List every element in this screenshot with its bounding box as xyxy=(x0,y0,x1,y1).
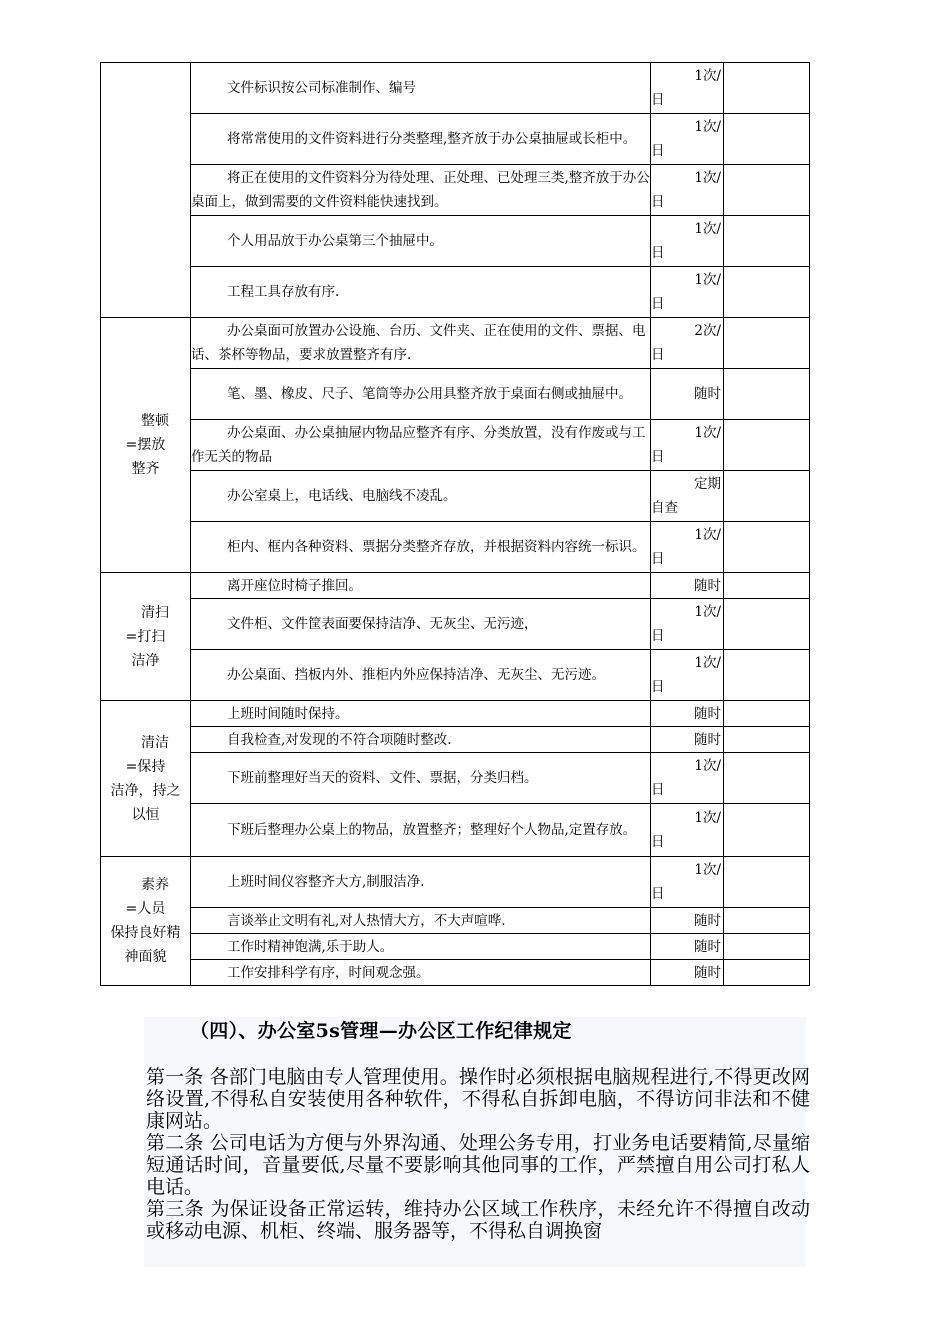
table-row xyxy=(101,318,810,369)
frequency-line: 日 xyxy=(651,886,665,902)
category-line: =保持 xyxy=(125,758,166,775)
frequency-line: 自查 xyxy=(651,500,678,516)
frequency-cell xyxy=(651,522,724,573)
check-cell xyxy=(724,960,810,986)
frequency-line: 日 xyxy=(651,194,665,210)
category-line: 保持良好精 xyxy=(110,925,181,941)
frequency-line: 1次/ xyxy=(694,758,721,774)
check-cell xyxy=(724,573,810,599)
check-cell xyxy=(724,318,810,369)
item-cell: 办公室桌上，电话线、电脑线不凌乱。 xyxy=(191,471,651,522)
item-cell: 柜内、框内各种资料、票据分类整齐存放，并根据资料内容统一标识。 xyxy=(191,522,651,573)
frequency-cell xyxy=(651,267,724,318)
item-cell: 自我检查,对发现的不符合项随时整改. xyxy=(191,727,651,753)
category-line: =摆放 xyxy=(125,437,166,453)
item-cell: 办公桌面、挡板内外、推柜内外应保持洁净、无灰尘、无污迹。 xyxy=(191,650,651,701)
frequency-line: 随时 xyxy=(694,705,721,722)
item-cell: 上班时间仪容整齐大方,制服洁净. xyxy=(191,857,651,908)
item-cell: 下班后整理办公桌上的物品，放置整齐；整理好个人物品,定置存放。 xyxy=(191,804,651,857)
table-row xyxy=(101,960,810,986)
table-row xyxy=(101,599,810,650)
table-row xyxy=(101,267,810,318)
check-cell xyxy=(724,522,810,573)
category-line: 整顿 xyxy=(141,413,169,429)
frequency-line: 随时 xyxy=(694,577,721,594)
table-row xyxy=(101,753,810,804)
item-cell: 工程工具存放有序. xyxy=(191,267,651,318)
frequency-cell xyxy=(651,63,724,114)
frequency-cell xyxy=(651,573,724,599)
frequency-line: 日 xyxy=(651,679,665,695)
frequency-cell xyxy=(651,369,724,420)
frequency-line: 1次/ xyxy=(694,862,721,878)
frequency-line: 日 xyxy=(651,296,665,312)
check-cell xyxy=(724,701,810,727)
frequency-cell xyxy=(651,599,724,650)
table-row xyxy=(101,522,810,573)
frequency-line: 日 xyxy=(651,628,665,644)
frequency-line: 1次/ xyxy=(694,68,721,84)
frequency-cell xyxy=(651,216,724,267)
frequency-line: 随时 xyxy=(694,964,721,981)
item-cell: 言谈举止文明有礼,对人热情大方，不大声喧哗. xyxy=(191,908,651,934)
table-row xyxy=(101,216,810,267)
table-row xyxy=(101,369,810,420)
frequency-line: 随时 xyxy=(694,912,721,929)
frequency-cell xyxy=(651,804,724,857)
item-cell: 将正在使用的文件资料分为待处理、正处理、已处理三类,整齐放于办公桌面上，做到需要的文件资料能快速找到。 xyxy=(191,165,651,216)
check-cell xyxy=(724,599,810,650)
five-s-table xyxy=(100,62,810,986)
frequency-cell xyxy=(651,165,724,216)
regulation-article-2: 第二条 公司电话为方便与外界沟通、处理公务专用，打业务电话要精简,尽量缩短通话时间，音量要低,尽量不要影响其他同事的工作，严禁擅自用公司打私人电话。 xyxy=(146,1132,810,1198)
check-cell xyxy=(724,650,810,701)
category-line: =人员 xyxy=(125,901,166,917)
regulation-paragraphs xyxy=(146,1066,810,1242)
frequency-line: 定期 xyxy=(694,476,721,492)
frequency-cell xyxy=(651,857,724,908)
frequency-cell xyxy=(651,318,724,369)
table-row xyxy=(101,701,810,727)
frequency-line: 1次/ xyxy=(694,119,721,135)
frequency-line: 日 xyxy=(651,782,665,798)
item-cell: 办公桌面可放置办公设施、台历、文件夹、正在使用的文件、票据、电话、茶杯等物品，要求放置整齐有序. xyxy=(191,318,651,369)
frequency-cell xyxy=(651,960,724,986)
category-line: 素养 xyxy=(141,877,169,893)
frequency-line: 1次/ xyxy=(694,810,721,826)
category-cell xyxy=(101,318,191,573)
table-row xyxy=(101,908,810,934)
check-cell xyxy=(724,727,810,753)
frequency-line: 1次/ xyxy=(694,604,721,620)
item-cell: 笔、墨、橡皮、尺子、笔筒等办公用具整齐放于桌面右侧或抽屉中。 xyxy=(191,369,651,420)
frequency-line: 随时 xyxy=(694,731,721,748)
table-row xyxy=(101,63,810,114)
frequency-cell xyxy=(651,727,724,753)
frequency-cell xyxy=(651,934,724,960)
item-cell: 离开座位时椅子推回。 xyxy=(191,573,651,599)
frequency-line: 日 xyxy=(651,347,665,363)
frequency-cell xyxy=(651,908,724,934)
frequency-cell xyxy=(651,701,724,727)
frequency-line: 1次/ xyxy=(694,655,721,671)
check-cell xyxy=(724,216,810,267)
frequency-cell xyxy=(651,650,724,701)
category-line: 清扫 xyxy=(141,604,169,621)
item-cell: 下班前整理好当天的资料、文件、票据，分类归档。 xyxy=(191,753,651,804)
table-row xyxy=(101,573,810,599)
item-cell: 文件柜、文件筐表面要保持洁净、无灰尘、无污迹， xyxy=(191,599,651,650)
item-cell: 上班时间随时保持。 xyxy=(191,701,651,727)
table-row xyxy=(101,165,810,216)
table-row xyxy=(101,471,810,522)
table-row xyxy=(101,934,810,960)
category-cell xyxy=(101,857,191,986)
table-row xyxy=(101,804,810,857)
frequency-line: 随时 xyxy=(694,386,721,402)
frequency-line: 1次/ xyxy=(694,221,721,237)
regulation-article-1: 第一条 各部门电脑由专人管理使用。操作时必须根据电脑规程进行,不得更改网络设置,不得私自安装使用各种软件，不得私自拆卸电脑，不得访问非法和不健康网站。 xyxy=(146,1066,810,1132)
check-cell xyxy=(724,857,810,908)
check-cell xyxy=(724,267,810,318)
frequency-line: 1次/ xyxy=(694,170,721,186)
frequency-line: 日 xyxy=(651,449,665,465)
check-cell xyxy=(724,804,810,857)
frequency-line: 日 xyxy=(651,143,665,159)
category-line: 清洁 xyxy=(141,734,169,751)
item-cell: 工作时精神饱满,乐于助人。 xyxy=(191,934,651,960)
frequency-line: 日 xyxy=(651,551,665,567)
category-line: =打扫 xyxy=(125,628,166,645)
table-row xyxy=(101,114,810,165)
item-cell: 将常常使用的文件资料进行分类整理,整齐放于办公桌抽屉或长柜中。 xyxy=(191,114,651,165)
item-cell: 办公桌面、办公桌抽屉内物品应整齐有序、分类放置，没有作废或与工作无关的物品 xyxy=(191,420,651,471)
table-row xyxy=(101,650,810,701)
regulation-article-3: 第三条 为保证设备正常运转，维持办公区域工作秩序，未经允许不得擅自改动或移动电源、机柜、终端、服务器等，不得私自调换窗 xyxy=(146,1198,810,1242)
check-cell xyxy=(724,114,810,165)
category-line: 洁净 xyxy=(131,652,160,669)
check-cell xyxy=(724,63,810,114)
item-cell: 个人用品放于办公桌第三个抽屉中。 xyxy=(191,216,651,267)
category-cell xyxy=(101,63,191,318)
check-cell xyxy=(724,369,810,420)
category-cell xyxy=(101,701,191,857)
check-cell xyxy=(724,420,810,471)
frequency-line: 日 xyxy=(651,92,665,108)
item-cell: 工作安排科学有序，时间观念强。 xyxy=(191,960,651,986)
frequency-line: 1次/ xyxy=(694,527,721,543)
category-cell xyxy=(101,573,191,701)
frequency-cell xyxy=(651,753,724,804)
frequency-cell xyxy=(651,114,724,165)
check-cell xyxy=(724,934,810,960)
frequency-line: 1次/ xyxy=(694,425,721,441)
item-cell: 文件标识按公司标准制作、编号 xyxy=(191,63,651,114)
frequency-cell xyxy=(651,420,724,471)
category-line: 神面貌 xyxy=(124,949,167,965)
table-row xyxy=(101,857,810,908)
frequency-line: 日 xyxy=(651,834,665,850)
category-line: 整齐 xyxy=(131,461,160,477)
frequency-cell xyxy=(651,471,724,522)
frequency-line: 日 xyxy=(651,245,665,261)
frequency-line: 2次/ xyxy=(694,323,721,339)
table-row xyxy=(101,420,810,471)
section-title: （四）、办公室5s管理—办公区工作纪律规定 xyxy=(190,1020,572,1042)
frequency-line: 1次/ xyxy=(694,272,721,288)
check-cell xyxy=(724,471,810,522)
table-row xyxy=(101,727,810,753)
check-cell xyxy=(724,908,810,934)
frequency-line: 随时 xyxy=(694,938,721,955)
category-line: 洁净，持之 xyxy=(110,782,181,799)
category-line: 以恒 xyxy=(131,806,160,823)
check-cell xyxy=(724,753,810,804)
check-cell xyxy=(724,165,810,216)
